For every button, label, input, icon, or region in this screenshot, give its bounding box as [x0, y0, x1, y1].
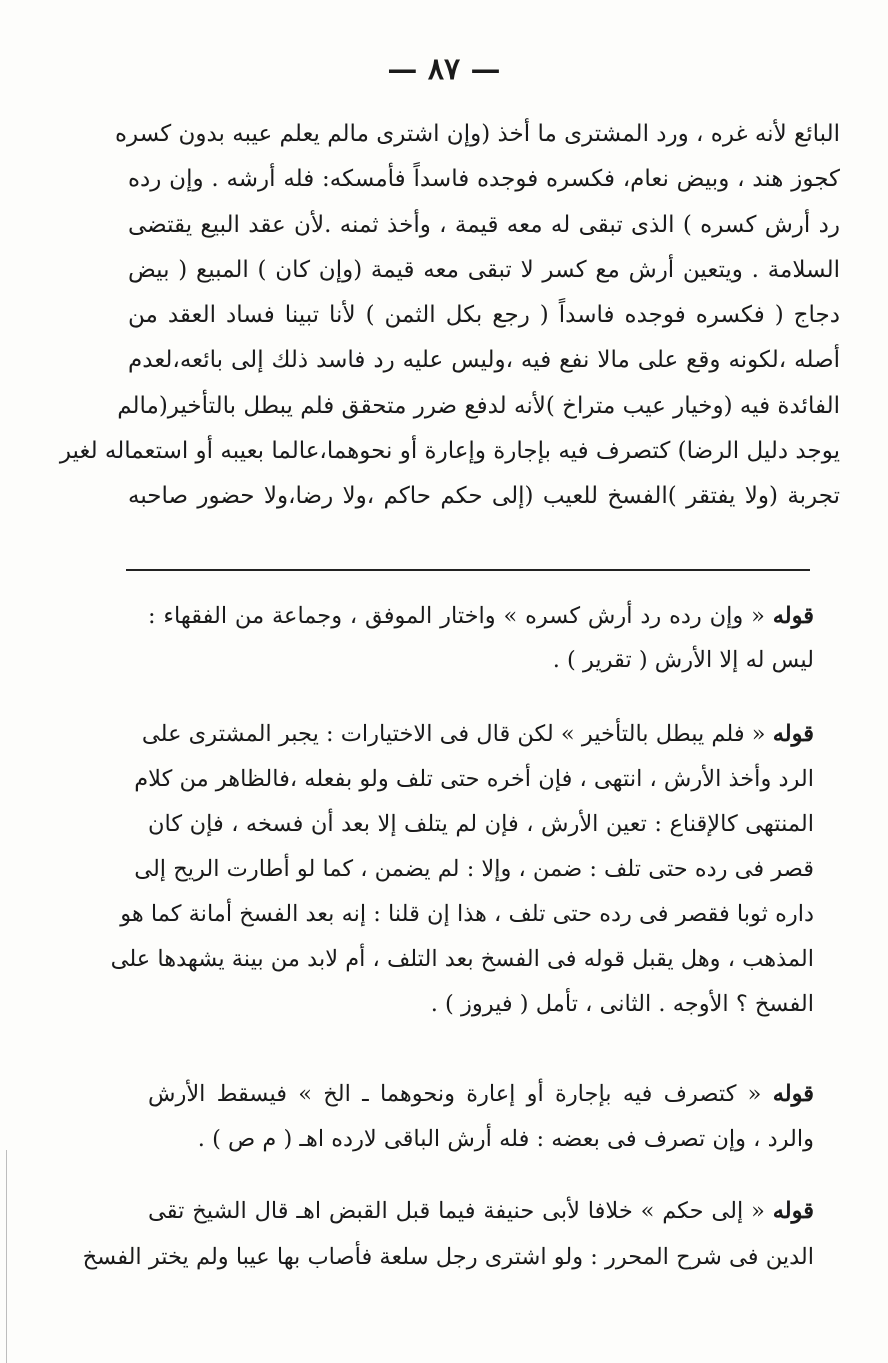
footnote-text: « كتصرف فيه بإجارة أو إعارة ونحوهما ـ الخ » فيسقط الأرش: [148, 1081, 762, 1107]
footnote-lead: قوله: [772, 603, 814, 629]
main-text-line: الفائدة فيه (وخيار عيب متراخ )لأنه لدفع ضرر متحقق فلم يبطل بالتأخير(مالم: [117, 392, 840, 419]
footnote-lead: قوله: [772, 1081, 814, 1107]
main-text-line: دجاج ( فكسره فوجده فاسداً ( رجع بكل الثمن ) لأنا تبينا فساد العقد من: [128, 302, 840, 329]
footnote-separator: [126, 569, 810, 571]
footnote-line: الرد وأخذ الأرش ، انتهى ، فإن أخره حتى تلف ولو بفعله ،فالظاهر من كلام: [134, 766, 814, 792]
footnote-lead: قوله: [772, 1198, 815, 1224]
footnote: [110, 712, 814, 1027]
footnote-line: داره ثوبا فقصر فى رده حتى تلف ، هذا إن قلنا : إنه بعد الفسخ أمانة كما هو: [120, 901, 814, 927]
footnote-line: الفسخ ؟ الأوجه . الثانى ، تأمل ( فيروز ) .: [430, 991, 814, 1017]
footnote-line: قصر فى رده حتى تلف : ضمن ، وإلا : لم يضمن ، كما لو أطارت الريح إلى: [134, 856, 814, 882]
footnote-line: [141, 712, 814, 757]
main-text-line: كجوز هند ، وبيض نعام، فكسره فوجده فاسداً فأمسكه: فله أرشه . وإن رده: [128, 166, 840, 193]
main-text-line: يوجد دليل الرضا) كتصرف فيه بإجارة وإعارة أو نحوهما،عالما بعيبه أو استعماله لغير: [59, 438, 840, 465]
footnote-lead: قوله: [772, 721, 814, 747]
main-text-line: رد أرش كسره ) الذى تبقى له معه قيمة ، وأخذ ثمنه .لأن عقد البيع يقتضى: [128, 211, 840, 238]
footnote-text: « إلى حكم » خلافا لأبى حنيفة فيما قبل القبض اهـ قال الشيخ تقى: [148, 1198, 765, 1224]
main-text-line: السلامة . ويتعين أرش مع كسر لا تبقى معه قيمة (وإن كان ) المبيع ( بيض: [128, 256, 840, 283]
scan-edge-line: [6, 1150, 7, 1363]
footnote: [148, 594, 814, 682]
footnote-text: « وإن رده رد أرش كسره » واختار الموفق ، وجماعة من الفقهاء :: [148, 603, 765, 629]
footnote-line: المذهب ، وهل يقبل قوله فى الفسخ بعد التلف ، أم لابد من بينة يشهدها على: [110, 946, 814, 972]
footnote-text: « فلم يبطل بالتأخير » لكن قال فى الاختيارات : يجبر المشترى على: [141, 721, 766, 747]
main-text-line: أصله ،لكونه وقع على مالا نفع فيه ،وليس عليه رد فاسد ذلك إلى بائعه،لعدم: [128, 347, 840, 374]
footnote-line: [148, 1188, 814, 1234]
main-text-line: تجربة (ولا يفتقر )الفسخ للعيب (إلى حكم حاكم ،ولا رضا،ولا حضور صاحبه: [128, 483, 840, 510]
footnote-line: [148, 594, 814, 638]
main-text-block: [59, 112, 840, 520]
footnote-line: الدين فى شرح المحرر : ولو اشترى رجل سلعة فأصاب بها عيبا ولم يختر الفسخ: [82, 1244, 814, 1270]
footnote: [82, 1188, 815, 1280]
footnote: [148, 1072, 814, 1162]
footnote-line: المنتهى كالإقناع : تعين الأرش ، فإن لم يتلف إلا بعد أن فسخه ، فإن كان: [148, 811, 814, 837]
footnote-line: والرد ، وإن تصرف فى بعضه : فله أرش الباقى لارده اهـ ( م ص ) .: [197, 1126, 814, 1152]
footnote-line: [148, 1072, 814, 1117]
main-text-line: البائع لأنه غره ، ورد المشترى ما أخذ (وإن اشترى مالم يعلم عيبه بدون كسره: [114, 121, 840, 147]
page-number: — ٨٧ —: [387, 52, 501, 87]
footnote-line: ليس له إلا الأرش ( تقرير ) .: [552, 647, 814, 673]
